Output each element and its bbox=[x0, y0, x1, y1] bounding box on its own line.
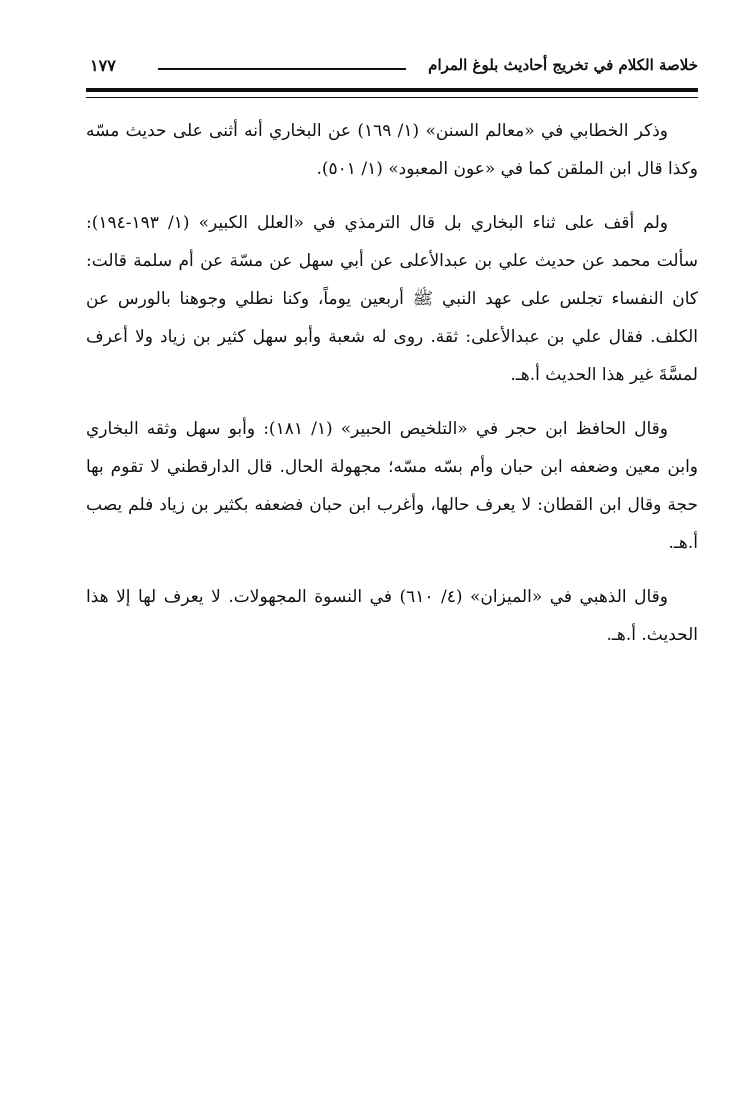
page-number: ١٧٧ bbox=[90, 56, 116, 75]
page-content bbox=[86, 112, 698, 670]
header-line bbox=[158, 68, 406, 70]
header-title: خلاصة الكلام في تخريج أحاديث بلوغ المرام bbox=[428, 56, 698, 74]
paragraph-dhahabi: وقال الذهبي في «الميزان» (٤/ ٦١٠) في النسوة المجهولات. لا يعرف لها إلا هذا الحديث. أ.هـ. bbox=[86, 587, 698, 645]
paragraph-tirmidhi: ولم أقف على ثناء البخاري بل قال الترمذي في «العلل الكبير» (١/ ١٩٣-١٩٤): سألت محمد عن حديث علي بن عبدالأعلى عن أبي سهل عن مسّة عن أم سلمة قالت: كان النفساء تجلس على عهد النبي ﷺ أربعين يوماً، وكنا نطلي وجوهنا بالورس عن الكلف. فقال علي بن عبدالأعلى: ثقة. روى له شعبة وأبو سهل كثير بن زياد ولا أعرف لمسَّةَ غير هذا الحديث أ.هـ. bbox=[86, 213, 698, 385]
header-rule-thick bbox=[86, 88, 698, 92]
header-rule-thin bbox=[86, 97, 698, 98]
paragraph-khattabi: وذكر الخطابي في «معالم السنن» (١/ ١٦٩) عن البخاري أنه أثنى على حديث مسّه وكذا قال ابن الملقن كما في «عون المعبود» (١/ ٥٠١). bbox=[86, 121, 698, 179]
running-header bbox=[86, 56, 698, 86]
paragraph-ibn-hajar: وقال الحافظ ابن حجر في «التلخيص الحبير» (١/ ١٨١): وأبو سهل وثقه البخاري وابن معين وضعفه ابن حبان وأم بسّه مسّه؛ مجهولة الحال. قال الدارقطني لا تقوم بها حجة وقال ابن القطان: لا يعرف حالها، وأغرب ابن حبان فضعفه بكثير بن زياد فلم يصب أ.هـ. bbox=[86, 419, 698, 553]
